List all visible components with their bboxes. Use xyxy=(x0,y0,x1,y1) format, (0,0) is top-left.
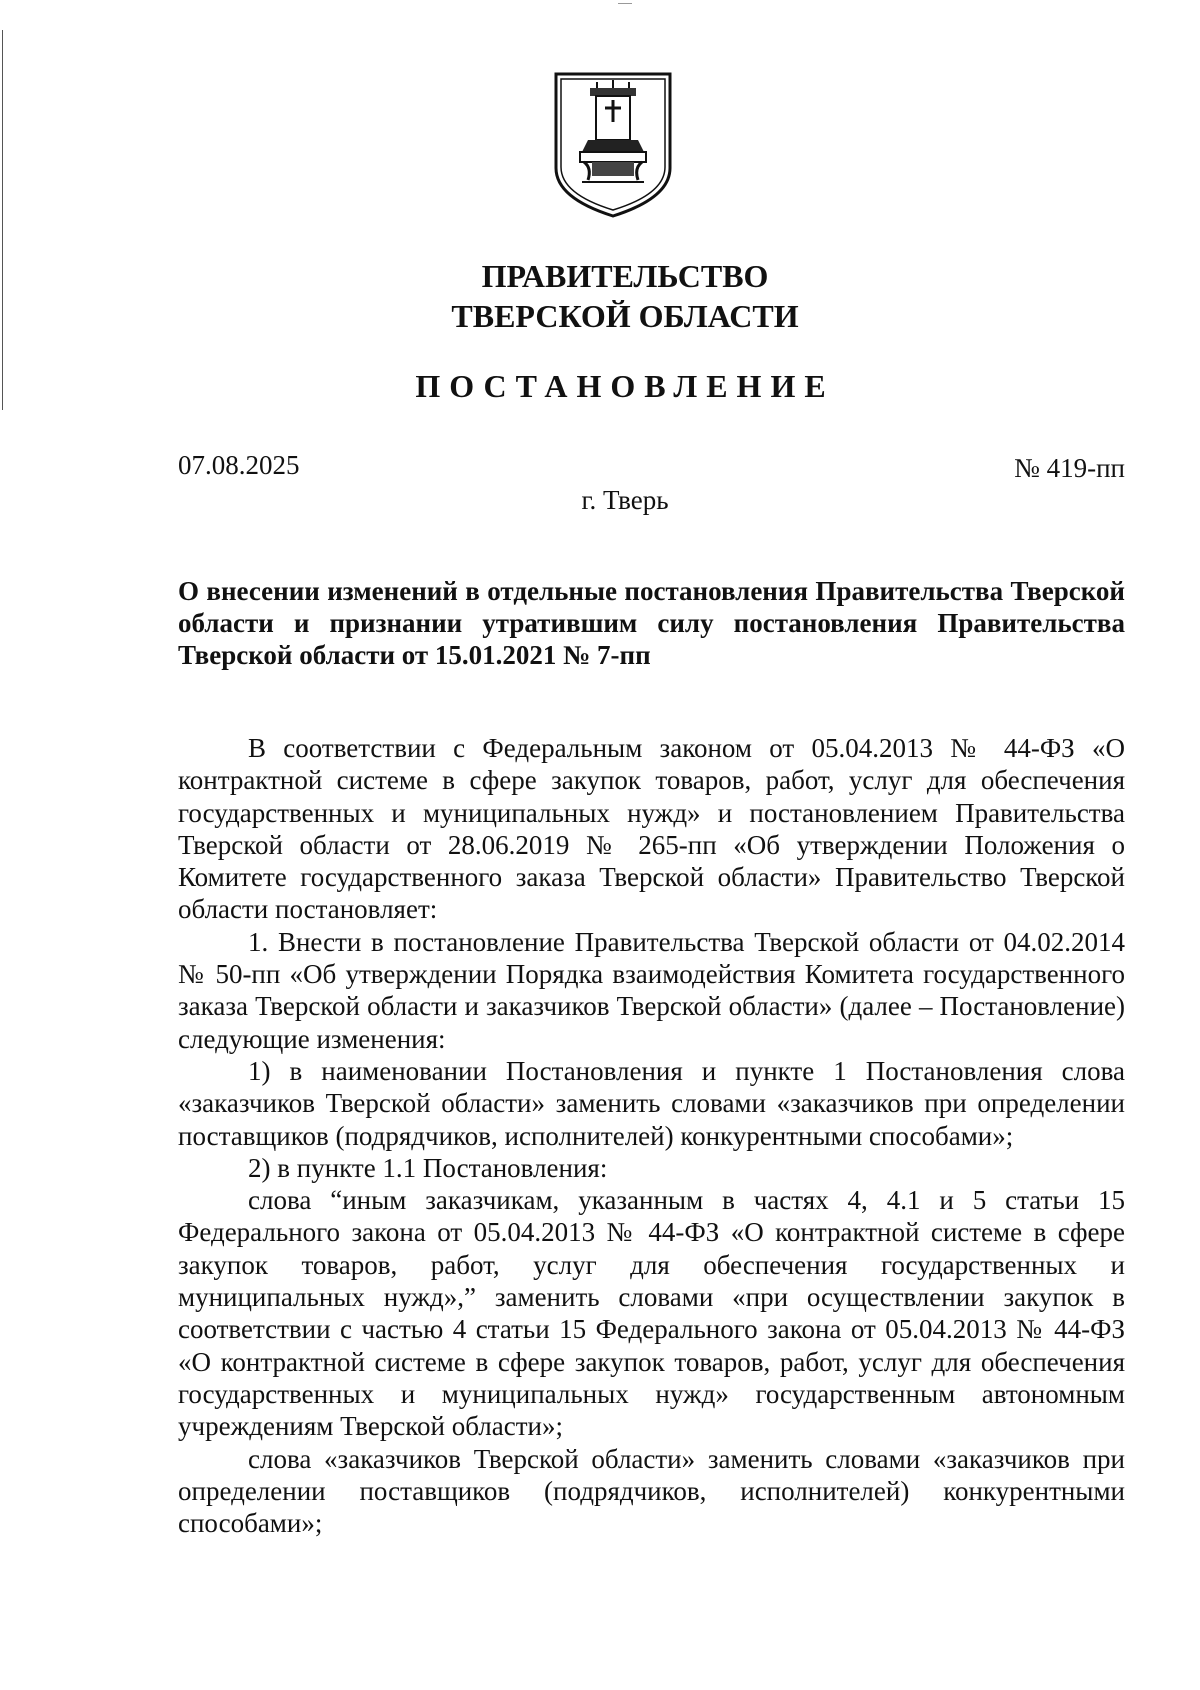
body-paragraph: слова “иным заказчикам, указанным в частях 4, 4.1 и 5 статьи 15 Федерального закона от 05.04.2013 № 44-ФЗ «О контрактной системе в сфере закупок товаров, работ, услуг для обеспечения государственных и муниципальных нужд»,” заменить словами «при осуществлении закупок в соответствии с частью 4 статьи 15 Федерального закона от 05.04.2013 № 44-ФЗ «О контрактной системе в сфере закупок товаров, работ, услуг для обеспечения государственных и муниципальных нужд» государственным автономным учреждениям Тверской области»; xyxy=(178,1185,1125,1442)
document-number: № 419-пп xyxy=(1014,453,1125,483)
body-paragraph: 1) в наименовании Постановления и пункте 1 Постановления слова «заказчиков Тверской области» заменить словами «заказчиков при определении поставщиков (подрядчиков, исполнителей) конкурентными способами»; xyxy=(178,1055,1125,1151)
body-paragraph: слова «заказчиков Тверской области» заменить словами «заказчиков при определении поставщиков (подрядчиков, исполнителей) конкурентными способами»; xyxy=(178,1443,1125,1539)
government-title xyxy=(0,256,1200,336)
body-paragraph: В соответствии с Федеральным законом от 05.04.2013 № 44-ФЗ «О контрактной системе в сфере закупок товаров, работ, услуг для обеспечения государственных и муниципальных нужд» и постановлением Правительства Тверской области от 28.06.2019 № 265-пп «Об утверждении Положения о Комитете государственного заказа Тверской области» Правительство Тверской области постановляет: xyxy=(178,733,1125,925)
government-title-line-2: ТВЕРСКОЙ ОБЛАСТИ xyxy=(451,298,799,334)
government-title-line-1: ПРАВИТЕЛЬСТВО xyxy=(481,258,769,294)
scan-edge-line xyxy=(2,30,3,410)
body-paragraph: 2) в пункте 1.1 Постановления: xyxy=(248,1152,608,1183)
document-date: 07.08.2025 xyxy=(178,450,300,480)
document-subject: О внесении изменений в отдельные постановления Правительства Тверской области и признании утратившим силу постановления Правительства Тверской области от 15.01.2021 № 7-пп xyxy=(178,576,1125,670)
scan-mark xyxy=(618,0,632,4)
document-type: ПОСТАНОВЛЕНИЕ xyxy=(415,368,835,404)
document-body xyxy=(178,732,1125,1539)
document-city: г. Тверь xyxy=(581,485,669,515)
coat-of-arms-emblem xyxy=(552,70,674,222)
body-paragraph: 1. Внести в постановление Правительства Тверской области от 04.02.2014 № 50-пп «Об утверждении Порядка взаимодействия Комитета государственного заказа Тверской области и заказчиков Тверской области» (далее – Постановление) следующие изменения: xyxy=(178,926,1125,1054)
